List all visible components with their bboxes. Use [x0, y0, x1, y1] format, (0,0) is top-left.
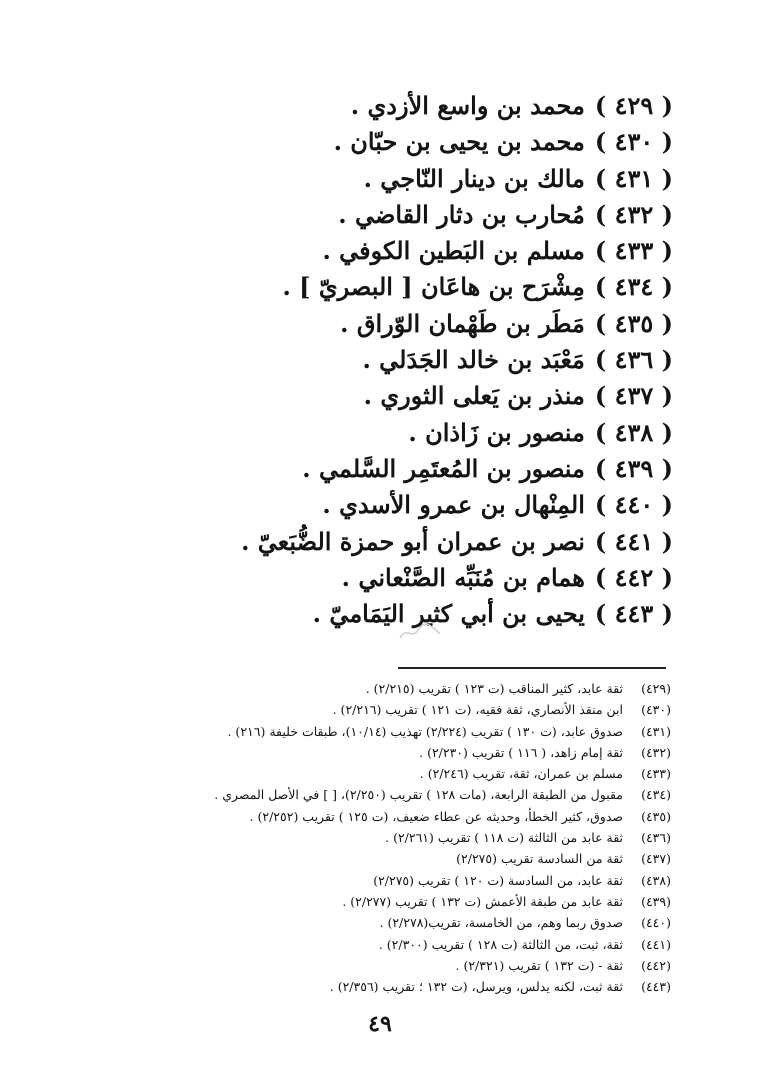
entry-number: ( ٤٢٩ ) — [594, 91, 673, 120]
narrator-entry — [273, 269, 673, 305]
entry-number: ( ٤٣٥ ) — [594, 308, 673, 338]
footnote-text: ثقة عابد من الثالثة (ت ١١٨ ) تقريب (٢/٢٦١) . — [385, 830, 624, 846]
footnote — [111, 678, 671, 699]
footnote-text: مقبول من الطبقة الرابعة، (مات ١٢٨ ) تقريب (٢/٢٥٠)، [ ] في الأصل المصري . — [214, 787, 624, 803]
entry-name: محمد بن واسع الأزدي . — [350, 91, 585, 120]
footnote-number: (٤٣٥) — [641, 808, 671, 824]
footnote-number: (٤٢٩) — [641, 681, 671, 696]
entry-name: محمد بن يحيى بن حبّان . — [333, 127, 585, 157]
faint-handwritten-mark — [396, 620, 446, 644]
page-number: ٤٩ — [368, 1011, 392, 1037]
entry-name: منذر بن يَعلى الثوري . — [363, 381, 585, 411]
footnote — [111, 763, 671, 784]
entry-number: ( ٤٣٣ ) — [594, 236, 673, 266]
entry-name: مَطَر بن طَهْمان الوّراق . — [340, 308, 585, 338]
footnote-text: ثقة عابد من طبقة الأعمش (ت ١٣٢ ) تقريب (٢/٢٧٧) . — [342, 893, 624, 909]
footnote-text: ثقة، ثبت، من الثالثة (ت ١٢٨ ) تقريب (٢/٣٠٠) . — [378, 936, 624, 952]
footnote-text: صدوق عابد، (ت ١٣٠ ) تقريب (٢/٢٢٤) تهذيب (١٠/١٤)، طبقات خليفة (٢١٦) . — [227, 723, 624, 739]
footnote — [111, 955, 671, 976]
footnote-number: (٤٣٤) — [641, 787, 671, 803]
narrator-entry — [273, 560, 673, 596]
narrator-entry — [273, 596, 673, 632]
footnote-number: (٤٣٧) — [641, 851, 671, 867]
entry-number: ( ٤٣٦ ) — [594, 345, 673, 375]
footnote-text: ثقة - (ت ١٣٢ ) تقريب (٢/٣٢١) . — [455, 957, 624, 973]
footnote — [111, 721, 671, 742]
footnote — [111, 806, 671, 827]
footnote — [111, 870, 671, 891]
narrator-entry — [273, 306, 673, 342]
footnote — [111, 976, 671, 997]
footnote-number: (٤٣٦) — [641, 830, 671, 846]
footnote-number: (٤٤١) — [641, 936, 671, 952]
entry-name: منصور بن زَاذان . — [408, 417, 585, 447]
entry-name: مَعْبَد بن خالد الجَدَلي . — [362, 345, 585, 375]
entry-number: ( ٤٣٧ ) — [594, 381, 673, 411]
entry-number: ( ٤٤٠ ) — [594, 490, 673, 520]
footnotes-list — [111, 678, 671, 997]
footnote — [111, 699, 671, 720]
footnote-text: ثقة إمام زاهد، ( ١١٦ ) تقريب (٢/٢٣٠) . — [419, 744, 624, 760]
footnote-text: مسلم بن عمران، ثقة، تقريب (٢/٢٤٦) . — [419, 766, 624, 782]
entry-name: يحيى بن أبي كثير اليَمَاميّ . — [312, 599, 585, 629]
narrator-entry — [273, 233, 673, 269]
footnote-number: (٤٤٠) — [641, 915, 671, 931]
narrator-entry — [273, 88, 673, 124]
footnote — [111, 742, 671, 763]
entry-name: منصور بن المُعتَمِر السَّلمي . — [302, 453, 585, 483]
footnote-number: (٤٤٣) — [641, 979, 671, 995]
entry-number: ( ٤٣٢ ) — [594, 199, 673, 229]
entry-name: مسلم بن البَطين الكوفي . — [322, 236, 585, 266]
footnote-number: (٤٣٩) — [641, 893, 671, 909]
narrator-list — [241, 88, 673, 632]
entry-name: المِنْهال بن عمرو الأسدي . — [322, 490, 585, 520]
footnote — [111, 784, 671, 805]
narrator-entry — [273, 451, 673, 487]
entry-name: مِشْرَح بن هاعَان [ البصريّ ] . — [282, 272, 585, 302]
footnote-text: ثقة ثبت، لكنه يدلس، ويرسل، (ت ١٣٢ ؛ تقريب (٢/٣٥٦) . — [329, 979, 624, 995]
narrator-entry — [273, 124, 673, 160]
entry-number: ( ٤٣٤ ) — [594, 272, 673, 302]
footnote-number: (٤٤٢) — [641, 957, 671, 973]
footnote — [111, 891, 671, 912]
entry-number: ( ٤٣٠ ) — [594, 127, 673, 157]
footnote-number: (٤٣١) — [641, 723, 671, 739]
footnote — [111, 848, 671, 869]
narrator-entry — [273, 487, 673, 523]
entry-name: مُحارب بن دثار القاضي . — [338, 199, 585, 229]
narrator-entry — [273, 197, 673, 233]
entry-number: ( ٤٣١ ) — [594, 163, 673, 193]
entry-name: نصر بن عمران أبو حمزة الضُّبَعيّ . — [241, 526, 585, 556]
narrator-entry — [241, 524, 673, 560]
footnote-text: ثقة عابد، كثير المناقب (ت ١٢٣ ) تقريب (٢/٢١٥) . — [365, 681, 624, 696]
footnote — [111, 934, 671, 955]
narrator-entry — [273, 378, 673, 414]
narrator-entry — [273, 415, 673, 451]
entry-number: ( ٤٤١ ) — [594, 526, 673, 556]
entry-number: ( ٤٣٨ ) — [594, 417, 673, 447]
entry-number: ( ٤٣٩ ) — [594, 453, 673, 483]
footnote-text: ثقة عابد، من السادسة (ت ١٢٠ ) تقريب (٢/٢٧٥) — [373, 872, 624, 888]
footnote-text: صدوق، كثير الخطأ، وحديثه عن عطاء ضعيف، (ت ١٢٥ ) تقريب (٢/٢٥٢) . — [249, 808, 624, 824]
narrator-entry — [273, 342, 673, 378]
entry-name: مالك بن دينار النّاجي . — [363, 163, 585, 193]
footnote-number: (٤٣٨) — [641, 872, 671, 888]
footnote-text: ثقة من السادسة تقريب (٢/٢٧٥) — [456, 851, 624, 867]
entry-number: ( ٤٤٢ ) — [594, 562, 673, 592]
footnote-number: (٤٣٠) — [641, 702, 671, 718]
footnote-number: (٤٣٣) — [641, 766, 671, 782]
footnote-text: صدوق ربما وهم، من الخامسة، تقريب(٢/٢٧٨) . — [379, 915, 624, 931]
footnote — [111, 912, 671, 933]
footnote-text: ابن منقذ الأنصاري، ثقة فقيه، (ت ١٢١ ) تقريب (٢/٢١٦) . — [332, 702, 624, 718]
footnote-number: (٤٣٢) — [641, 744, 671, 760]
footnote — [111, 827, 671, 848]
footnote-separator — [398, 667, 666, 669]
narrator-entry — [273, 161, 673, 197]
entry-number: ( ٤٤٣ ) — [594, 599, 673, 629]
entry-name: همام بن مُنَبِّه الصَّنْعاني . — [341, 562, 585, 592]
